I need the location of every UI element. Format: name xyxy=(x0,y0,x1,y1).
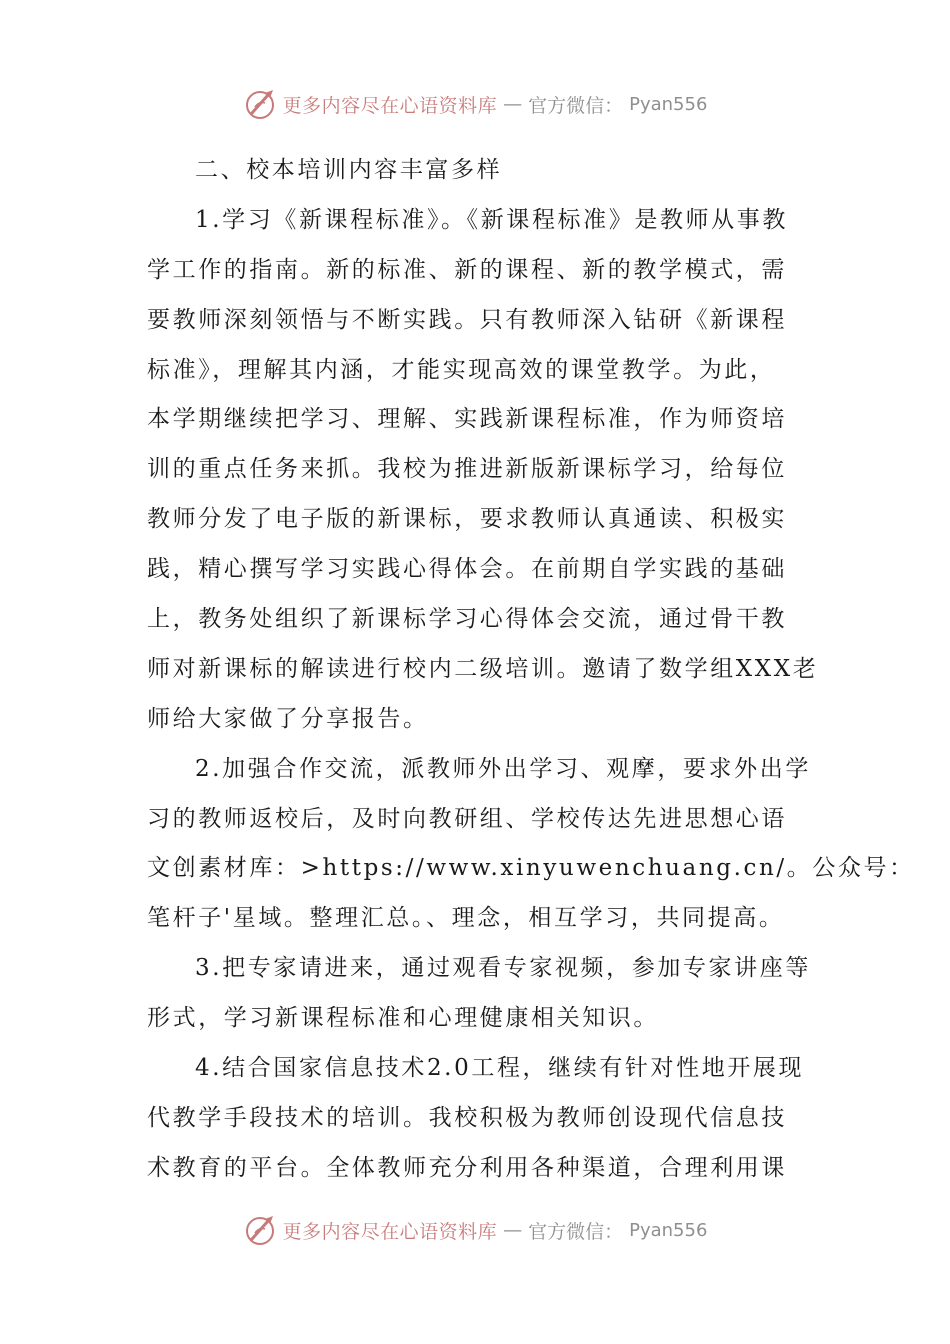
paragraph-line: 标准》，理解其内涵，才能实现高效的课堂教学。为此， xyxy=(147,356,776,383)
paragraph-line: 形式，学习新课程标准和心理健康相关知识。 xyxy=(147,1005,659,1032)
footer-banner xyxy=(0,1208,950,1252)
paragraph-line: 师对新课标的解读进行校内二级培训。邀请了数学组XXX老 xyxy=(147,655,819,682)
paragraph-line: 践，精心撰写学习实践心得体会。在前期自学实践的基础 xyxy=(147,556,787,583)
banner-suffix-label: 官方微信： xyxy=(528,94,624,117)
pen-logo-icon xyxy=(243,87,277,121)
paragraph-line: 3.把专家请进来，通过观看专家视频，参加专家讲座等 xyxy=(195,955,811,982)
banner-separator: — xyxy=(503,1219,523,1241)
banner-content xyxy=(243,87,708,121)
paragraph-line: 师给大家做了分享报告。 xyxy=(147,705,429,732)
paragraph-line: 教师分发了电子版的新课标，要求教师认真通读、积极实 xyxy=(147,506,787,533)
section-heading: 二、校本培训内容丰富多样 xyxy=(195,157,503,183)
paragraph-line: 上，教务处组织了新课标学习心得体会交流，通过骨干教 xyxy=(147,606,787,633)
banner-separator: — xyxy=(503,93,523,115)
banner-wechat-id: Pyan556 xyxy=(629,1219,708,1241)
paragraph-line: 学工作的指南。新的标准、新的课程、新的教学模式，需 xyxy=(147,256,787,283)
banner-content xyxy=(243,1213,708,1247)
paragraph-line: 习的教师返校后，及时向教研组、学校传达先进思想心语 xyxy=(147,805,787,832)
paragraph-line: 1.学习《新课程标准》。《新课程标准》是教师从事教 xyxy=(195,206,788,233)
paragraph-line: 代教学手段技术的培训。我校积极为教师创设现代信息技 xyxy=(147,1104,787,1131)
paragraph-line: 文创素材库：>https://www.xinyuwenchuang.cn/。公众号： xyxy=(147,855,915,882)
paragraph-line: 笔杆子'星域。整理汇总。、理念，相互学习，共同提高。 xyxy=(147,905,785,932)
paragraph-line: 术教育的平台。全体教师充分利用各种渠道，合理利用课 xyxy=(147,1154,787,1181)
paragraph-line: 2.加强合作交流，派教师外出学习、观摩，要求外出学 xyxy=(195,755,811,782)
banner-wechat-id: Pyan556 xyxy=(629,93,708,115)
paragraph-line: 本学期继续把学习、理解、实践新课程标准，作为师资培 xyxy=(147,406,787,433)
paragraph-line: 4.结合国家信息技术2.0工程，继续有针对性地开展现 xyxy=(195,1055,805,1082)
banner-title: 更多内容尽在心语资料库 xyxy=(282,1220,498,1243)
banner-suffix-label: 官方微信： xyxy=(528,1220,624,1243)
paragraph-line: 要教师深刻领悟与不断实践。只有教师深入钻研《新课程 xyxy=(147,306,787,333)
header-banner xyxy=(0,82,950,126)
pen-logo-icon xyxy=(243,1213,277,1247)
banner-title: 更多内容尽在心语资料库 xyxy=(282,94,498,117)
paragraph-line: 训的重点任务来抓。我校为推进新版新课标学习，给每位 xyxy=(147,456,787,483)
document-body xyxy=(147,146,915,1194)
